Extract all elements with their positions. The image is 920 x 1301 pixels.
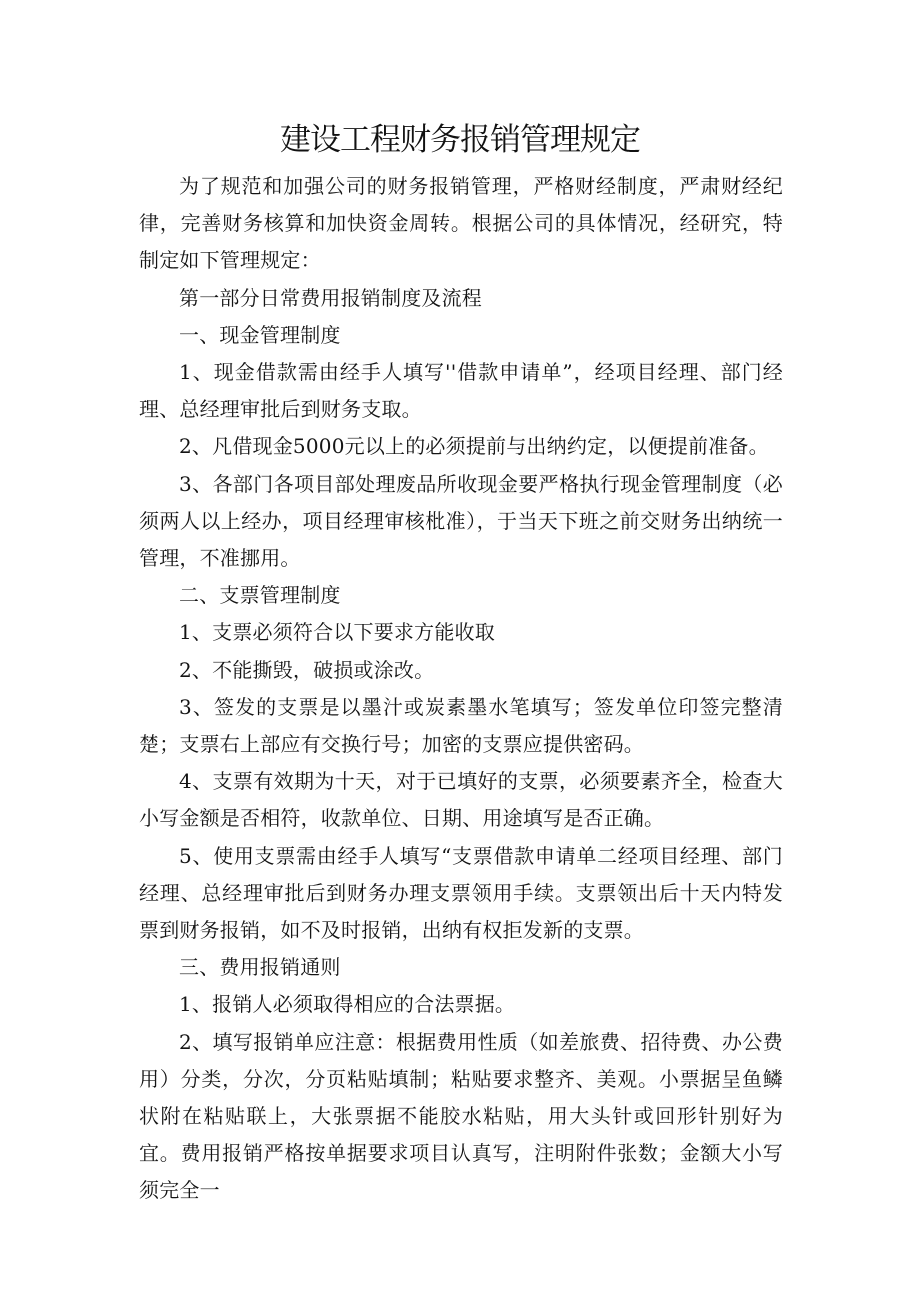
paragraph-cash-1: 1、现金借款需由经手人填写''借款申请单”，经项目经理、部门经理、总经理审批后到财务支取。 xyxy=(139,360,783,422)
paragraph-cash-2: 2、凡借现金5000元以上的必须提前与出纳约定，以便提前准备。 xyxy=(179,434,769,459)
paragraph-cash-3: 3、各部门各项目部处理废品所收现金要严格执行现金管理制度（必须两人以上经办，项目经理审核枇准），于当天下班之前交财务出纳统一管理，不准挪用。 xyxy=(139,471,783,571)
paragraph-cheque-4: 4、支票有效期为十天，对于已填好的支票，必须要素齐全，检查大小写金额是否相符，收款单位、日期、用途填写是否正确。 xyxy=(139,769,783,831)
section-heading-cash: 一、现金管理制度 xyxy=(179,322,341,347)
paragraph-cheque-3: 3、签发的支票是以墨汁或炭素墨水笔填写；签发单位印签完整清楚；支票右上部应有交换行号；加密的支票应提供密码。 xyxy=(139,694,783,757)
paragraph-expense-1: 1、报销人必须取得相应的合法票据。 xyxy=(179,992,516,1017)
document-body xyxy=(139,168,783,1210)
paragraph-cheque-5: 5、使用支票需由经手人填写“支票借款申请单二经项目经理、部门经理、总经理审批后到财务办理支票领用手续。支票领出后十天内特发票到财务报销，如不及时报销，出纳有权拒发新的支票。 xyxy=(139,843,783,943)
section-heading-part-one: 第一部分日常费用报销制度及流程 xyxy=(179,285,482,310)
section-heading-expense: 三、费用报销通则 xyxy=(179,955,341,980)
paragraph-cheque-2: 2、不能撕毁，破损或涂改。 xyxy=(179,657,435,682)
paragraph-expense-2: 2、填写报销单应注意：根据费用性质（如差旅费、招待费、办公费用）分类，分次，分页粘贴填制；粘贴要求整齐、美观。小票据呈鱼鳞状附在粘贴联上，大张票据不能胶水粘贴，用大头针或回形针别好为宜。费用报销严格按单据要求项目认真写，注明附件张数；金额大小写须完全一 xyxy=(139,1029,783,1203)
paragraph-intro: 为了规范和加强公司的财务报销管理，严格财经制度，严肃财经纪律，完善财务核算和加快资金周转。根据公司的具体情况，经研究，特制定如下管理规定： xyxy=(139,174,783,273)
paragraph-cheque-1: 1、支票必须符合以下要求方能收取 xyxy=(179,620,495,645)
section-heading-cheque: 二、支票管理制度 xyxy=(179,583,341,608)
document-title: 建设工程财务报销管理规定 xyxy=(280,122,640,158)
